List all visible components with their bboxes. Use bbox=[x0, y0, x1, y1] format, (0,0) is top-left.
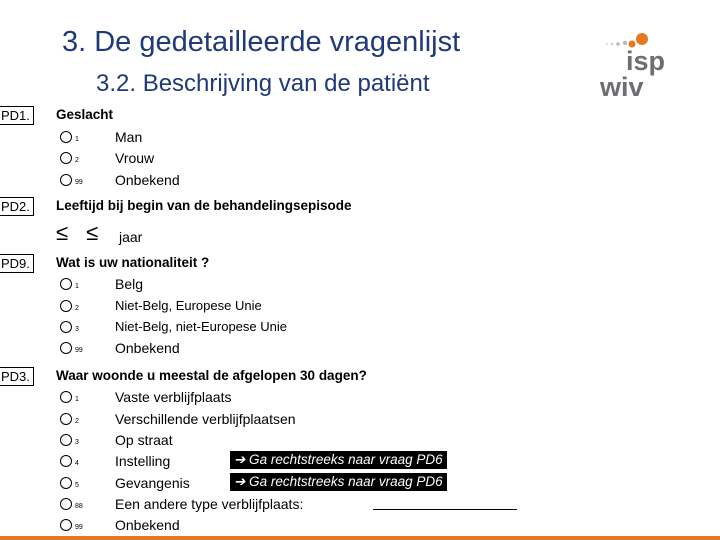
age-unit-label: jaar bbox=[119, 229, 143, 245]
option-label: Onbekend bbox=[115, 172, 180, 188]
radio-button[interactable] bbox=[60, 519, 72, 531]
option-pd1-99[interactable] bbox=[60, 172, 480, 192]
option-pd3-2[interactable] bbox=[60, 411, 480, 431]
option-label: Vrouw bbox=[115, 150, 155, 166]
radio-button[interactable] bbox=[60, 413, 72, 425]
footer-accent-bar bbox=[0, 536, 720, 540]
question-title-pd9: Wat is uw nationaliteit ? bbox=[56, 255, 210, 270]
option-code: 1 bbox=[75, 283, 79, 290]
radio-button[interactable] bbox=[60, 300, 72, 312]
option-code: 5 bbox=[75, 482, 79, 489]
radio-button[interactable] bbox=[60, 152, 72, 164]
option-label: Onbekend bbox=[115, 340, 180, 356]
option-pd9-99[interactable] bbox=[60, 340, 480, 360]
option-pd3-3[interactable] bbox=[60, 432, 480, 452]
option-pd1-2[interactable] bbox=[60, 150, 480, 170]
radio-button[interactable] bbox=[60, 434, 72, 446]
option-pd9-2[interactable] bbox=[60, 298, 480, 318]
radio-button[interactable] bbox=[60, 477, 72, 489]
question-code-pd2: PD2. bbox=[0, 197, 34, 216]
option-label: Belg bbox=[115, 276, 144, 292]
option-label: Niet-Belg, Europese Unie bbox=[115, 298, 262, 313]
option-label: Onbekend bbox=[115, 517, 180, 533]
radio-button[interactable] bbox=[60, 342, 72, 354]
option-label: Een andere type verblijfplaats: bbox=[115, 496, 304, 512]
option-label: Vaste verblijfplaats bbox=[115, 389, 232, 405]
option-pd3-5[interactable] bbox=[60, 475, 480, 495]
option-pd3-99[interactable] bbox=[60, 517, 480, 537]
option-pd3-4[interactable] bbox=[60, 453, 480, 473]
option-code: 99 bbox=[75, 524, 83, 531]
radio-button[interactable] bbox=[60, 131, 72, 143]
option-code: 1 bbox=[75, 396, 79, 403]
option-code: 99 bbox=[75, 347, 83, 354]
option-pd3-1[interactable] bbox=[60, 389, 480, 409]
option-code: 88 bbox=[75, 503, 83, 510]
question-code-pd3: PD3. bbox=[0, 367, 34, 386]
radio-button[interactable] bbox=[60, 455, 72, 467]
question-title-pd1: Geslacht bbox=[56, 107, 114, 122]
option-pd3-88[interactable] bbox=[60, 496, 480, 516]
option-pd1-1[interactable] bbox=[60, 129, 480, 149]
option-label: Verschillende verblijfplaatsen bbox=[115, 411, 296, 427]
option-label: Niet-Belg, niet-Europese Unie bbox=[115, 319, 287, 334]
option-code: 3 bbox=[75, 326, 79, 333]
radio-button[interactable] bbox=[60, 321, 72, 333]
option-label: Gevangenis bbox=[115, 475, 190, 491]
option-pd9-1[interactable] bbox=[60, 276, 480, 296]
question-code-pd9: PD9. bbox=[0, 254, 34, 273]
option-code: 2 bbox=[75, 305, 79, 312]
option-code: 3 bbox=[75, 439, 79, 446]
option-code: 2 bbox=[75, 418, 79, 425]
question-code-pd1: PD1. bbox=[0, 106, 34, 125]
other-residence-text-field[interactable] bbox=[373, 509, 517, 510]
option-code: 4 bbox=[75, 460, 79, 467]
option-label: Op straat bbox=[115, 432, 173, 448]
radio-button[interactable] bbox=[60, 498, 72, 510]
question-title-pd3: Waar woonde u meestal de afgelopen 30 dagen? bbox=[56, 368, 367, 383]
option-label: Man bbox=[115, 129, 143, 145]
option-code: 1 bbox=[75, 136, 79, 143]
age-input-symbols[interactable]: ≤ ≤ bbox=[56, 220, 105, 245]
radio-button[interactable] bbox=[60, 278, 72, 290]
question-title-pd2: Leeftijd bij begin van de behandelingsepisode bbox=[56, 198, 352, 213]
logo-text-wiv: wiv bbox=[600, 72, 644, 100]
isp-wiv-logo bbox=[598, 32, 678, 100]
skip-instruction: ➔ Ga rechtstreeks naar vraag PD6 bbox=[230, 473, 447, 491]
option-code: 2 bbox=[75, 157, 79, 164]
radio-button[interactable] bbox=[60, 174, 72, 186]
page-title: 3. De gedetailleerde vragenlijst bbox=[62, 26, 461, 58]
option-code: 99 bbox=[75, 179, 83, 186]
radio-button[interactable] bbox=[60, 391, 72, 403]
option-pd9-3[interactable] bbox=[60, 319, 480, 339]
option-label: Instelling bbox=[115, 453, 171, 469]
page-subtitle: 3.2. Beschrijving van de patiënt bbox=[96, 70, 430, 97]
skip-instruction: ➔ Ga rechtstreeks naar vraag PD6 bbox=[230, 451, 447, 469]
logo-text-isp: isp bbox=[626, 46, 666, 76]
